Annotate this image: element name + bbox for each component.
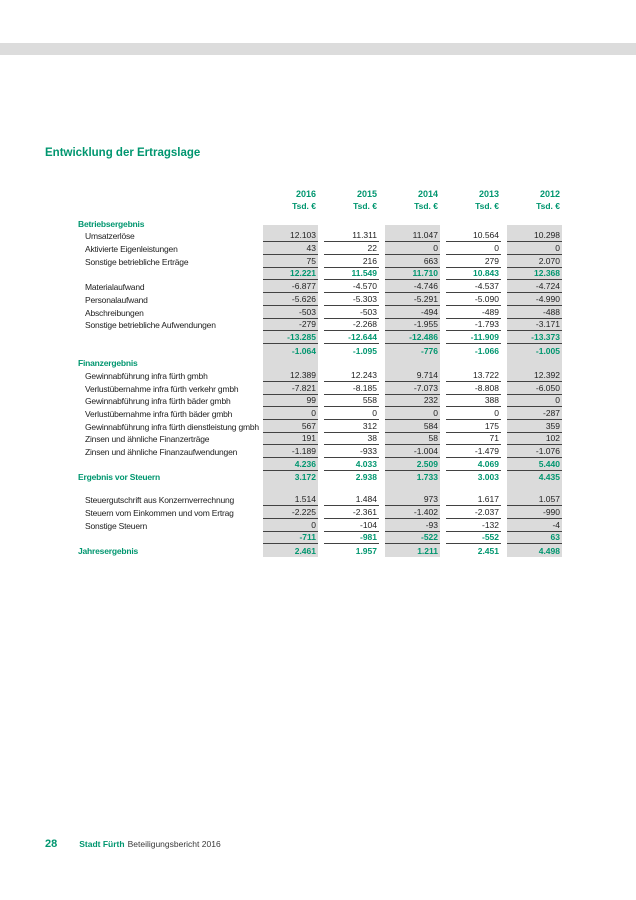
value-cell: 0: [324, 408, 379, 420]
header-label-spacer: [78, 188, 263, 217]
value-cell: 388: [446, 395, 501, 407]
value-cell: -1.955: [385, 319, 440, 331]
value-cell: -1.479: [446, 446, 501, 458]
value-cell: 567: [263, 421, 318, 433]
total-row: [78, 544, 562, 557]
table-row: [78, 493, 562, 506]
earnings-table: [78, 188, 562, 557]
value-cell: -933: [324, 446, 379, 458]
value-cell: 3.003: [477, 472, 499, 483]
value-cell: 1.057: [507, 494, 562, 506]
table-row: [78, 506, 562, 519]
value-cell: 5.440: [507, 459, 562, 471]
value-cell: 12.103: [263, 230, 318, 242]
footer-doc-title: Beteiligungsbericht 2016: [127, 839, 221, 849]
row-label: Abschreibungen: [85, 307, 144, 318]
table-row: [78, 293, 562, 306]
value-cell: -4.746: [385, 281, 440, 293]
value-cell: 0: [446, 243, 501, 255]
value-cell: -1.095: [352, 345, 377, 356]
value-cell: 4.236: [263, 459, 318, 471]
value-cell: 4.498: [538, 545, 560, 556]
row-label: Jahresergebnis: [78, 545, 139, 556]
table-header-row: [78, 188, 562, 217]
value-cell: 11.549: [324, 268, 379, 280]
value-cell: -2.037: [446, 507, 501, 519]
value-cell: -2.225: [263, 507, 318, 519]
row-label: Verlustübernahme infra fürth bäder gmbh: [85, 409, 233, 419]
value-cell: -12.486: [385, 332, 440, 344]
value-cell: 0: [507, 395, 562, 407]
value-cell: 1.211: [417, 545, 438, 556]
value-cell: 973: [385, 494, 440, 506]
unit-label: Tsd. €: [292, 201, 316, 211]
value-cell: 312: [324, 421, 379, 433]
value-cell: 0: [507, 243, 562, 255]
row-label: Verlustübernahme infra fürth verkehr gmbh: [85, 383, 239, 394]
row-label: Finanzergebnis: [78, 358, 138, 369]
value-cell: 175: [446, 421, 501, 433]
value-cell: 2.938: [355, 472, 377, 483]
total-row: [78, 344, 562, 357]
row-label: Umsatzerlöse: [85, 231, 135, 242]
value-cell: 75: [263, 256, 318, 268]
value-cell: -4: [507, 520, 562, 532]
value-cell: -1.189: [263, 446, 318, 458]
year-label: 2012: [539, 189, 560, 199]
value-cell: -503: [263, 307, 318, 319]
value-cell: 10.564: [446, 230, 501, 242]
value-cell: -93: [385, 520, 440, 532]
footer-brand: Stadt Fürth: [79, 839, 125, 849]
value-cell: -1.402: [385, 507, 440, 519]
year-header-2014: [385, 188, 440, 217]
page-title: Entwicklung der Ertragslage: [45, 147, 201, 159]
value-cell: -8.808: [446, 383, 501, 395]
value-cell: 1.733: [416, 472, 438, 483]
section-header-row: [78, 217, 562, 230]
value-cell: 0: [263, 408, 318, 420]
value-cell: -1.005: [535, 345, 560, 356]
value-cell: -776: [420, 345, 438, 356]
value-cell: 12.221: [263, 268, 318, 280]
unit-label: Tsd. €: [475, 201, 499, 211]
value-cell: -4.724: [507, 281, 562, 293]
value-cell: 663: [385, 256, 440, 268]
row-label: Gewinnabführung infra fürth dienstleistung gmbh: [85, 421, 259, 432]
value-cell: 9.714: [385, 370, 440, 382]
value-cell: 2.509: [385, 459, 440, 471]
value-cell: -4.570: [324, 281, 379, 293]
value-cell: 0: [385, 243, 440, 255]
table-body: [78, 217, 562, 557]
value-cell: 3.172: [294, 472, 316, 483]
subtotal-row: [78, 532, 562, 545]
table-row: [78, 395, 562, 408]
value-cell: 4.069: [446, 459, 501, 471]
value-cell: 102: [507, 433, 562, 445]
value-cell: 359: [507, 421, 562, 433]
subtotal-row: [78, 268, 562, 281]
value-cell: 63: [507, 532, 562, 544]
value-cell: 12.392: [507, 370, 562, 382]
row-label: Ergebnis vor Steuern: [78, 472, 160, 483]
value-cell: -981: [324, 532, 379, 544]
value-cell: 1.617: [446, 494, 501, 506]
row-label: Sonstige betriebliche Erträge: [85, 256, 189, 267]
row-label: Materialaufwand: [85, 282, 145, 293]
table-row: [78, 242, 562, 255]
value-cell: 11.047: [385, 230, 440, 242]
value-cell: -7.821: [263, 383, 318, 395]
unit-label: Tsd. €: [353, 201, 377, 211]
value-cell: 99: [263, 395, 318, 407]
value-cell: 10.298: [507, 230, 562, 242]
value-cell: -711: [263, 532, 318, 544]
value-cell: 58: [385, 433, 440, 445]
value-cell: -104: [324, 520, 379, 532]
row-label: Steuergutschrift aus Konzernverrechnung: [85, 495, 235, 506]
table-row: [78, 519, 562, 532]
table-row: [78, 445, 562, 458]
table-row: [78, 369, 562, 382]
value-cell: -522: [385, 532, 440, 544]
row-label: Sonstige betriebliche Aufwendungen: [85, 320, 216, 331]
value-cell: 43: [263, 243, 318, 255]
value-cell: -489: [446, 307, 501, 319]
value-cell: 279: [446, 256, 501, 268]
value-cell: 0: [263, 520, 318, 532]
page-number: 28: [45, 838, 58, 850]
year-header-2015: [324, 188, 379, 217]
year-header-2016: [263, 188, 318, 217]
table-row: [78, 280, 562, 293]
value-cell: -11.909: [446, 332, 501, 344]
value-cell: -990: [507, 507, 562, 519]
value-cell: 584: [385, 421, 440, 433]
value-cell: -488: [507, 307, 562, 319]
value-cell: 2.070: [507, 256, 562, 268]
value-cell: -494: [385, 307, 440, 319]
value-cell: 2.461: [294, 545, 316, 556]
value-cell: -132: [446, 520, 501, 532]
value-cell: -13.285: [263, 332, 318, 344]
row-label: Personalaufwand: [85, 294, 148, 305]
value-cell: -503: [324, 307, 379, 319]
value-cell: -8.185: [324, 383, 379, 395]
value-cell: 13.722: [446, 370, 501, 382]
table-row: [78, 319, 562, 332]
value-cell: 1.484: [324, 494, 379, 506]
page-footer: [45, 838, 221, 850]
table-row: [78, 255, 562, 268]
value-cell: -3.171: [507, 319, 562, 331]
year-header-2012: [507, 188, 562, 217]
subtotal-row: [78, 458, 562, 471]
value-cell: 38: [324, 433, 379, 445]
page-top-bar: [0, 43, 636, 55]
value-cell: -6.877: [263, 281, 318, 293]
value-cell: 0: [385, 408, 440, 420]
value-cell: -4.537: [446, 281, 501, 293]
year-label: 2016: [295, 189, 316, 199]
value-cell: 12.243: [324, 370, 379, 382]
value-cell: 11.710: [385, 268, 440, 280]
value-cell: -287: [507, 408, 562, 420]
table-row: [78, 433, 562, 446]
value-cell: -2.361: [324, 507, 379, 519]
value-cell: -552: [446, 532, 501, 544]
value-cell: 558: [324, 395, 379, 407]
value-cell: -5.626: [263, 294, 318, 306]
row-label: Steuern vom Einkommen und vom Ertrag: [85, 507, 234, 518]
value-cell: 22: [324, 243, 379, 255]
value-cell: -5.303: [324, 294, 379, 306]
value-cell: 2.451: [477, 545, 499, 556]
row-label: Gewinnabführung infra fürth bäder gmbh: [85, 396, 231, 407]
value-cell: -2.268: [324, 319, 379, 331]
value-cell: -6.050: [507, 383, 562, 395]
value-cell: 10.843: [446, 268, 501, 280]
row-label: Aktivierte Eigenleistungen: [85, 244, 178, 255]
value-cell: -4.990: [507, 294, 562, 306]
value-cell: -1.066: [474, 345, 499, 356]
value-cell: -1.004: [385, 446, 440, 458]
table-row: [78, 382, 562, 395]
table-row: [78, 420, 562, 433]
value-cell: 216: [324, 256, 379, 268]
value-cell: -1.076: [507, 446, 562, 458]
value-cell: 4.435: [538, 472, 560, 483]
year-label: 2015: [356, 189, 377, 199]
unit-label: Tsd. €: [414, 201, 438, 211]
row-label: Zinsen und ähnliche Finanzerträge: [85, 434, 210, 445]
total-row: [78, 471, 562, 484]
row-label: Sonstige Steuern: [85, 520, 148, 531]
unit-label: Tsd. €: [536, 201, 560, 211]
spacer-row: [78, 483, 562, 493]
table-row: [78, 407, 562, 420]
value-cell: -1.064: [291, 345, 316, 356]
value-cell: 191: [263, 433, 318, 445]
value-cell: 4.033: [324, 459, 379, 471]
value-cell: 1.514: [263, 494, 318, 506]
subtotal-row: [78, 331, 562, 344]
row-label: Gewinnabführung infra fürth gmbh: [85, 370, 208, 381]
value-cell: -12.644: [324, 332, 379, 344]
value-cell: 12.368: [507, 268, 562, 280]
year-header-2013: [446, 188, 501, 217]
value-cell: -5.090: [446, 294, 501, 306]
value-cell: -1.793: [446, 319, 501, 331]
value-cell: -7.073: [385, 383, 440, 395]
value-cell: 232: [385, 395, 440, 407]
value-cell: 71: [446, 433, 501, 445]
value-cell: 0: [446, 408, 501, 420]
value-cell: -13.373: [507, 332, 562, 344]
value-cell: -5.291: [385, 294, 440, 306]
value-cell: 1.957: [355, 545, 377, 556]
row-label: Zinsen und ähnliche Finanzaufwendungen: [85, 447, 238, 458]
value-cell: 12.389: [263, 370, 318, 382]
year-label: 2013: [478, 189, 499, 199]
table-row: [78, 306, 562, 319]
value-cell: -279: [263, 319, 318, 331]
table-row: [78, 230, 562, 243]
year-label: 2014: [417, 189, 438, 199]
row-label: Betriebsergebnis: [78, 218, 145, 229]
section-header-row: [78, 357, 562, 370]
value-cell: 11.311: [324, 230, 379, 242]
